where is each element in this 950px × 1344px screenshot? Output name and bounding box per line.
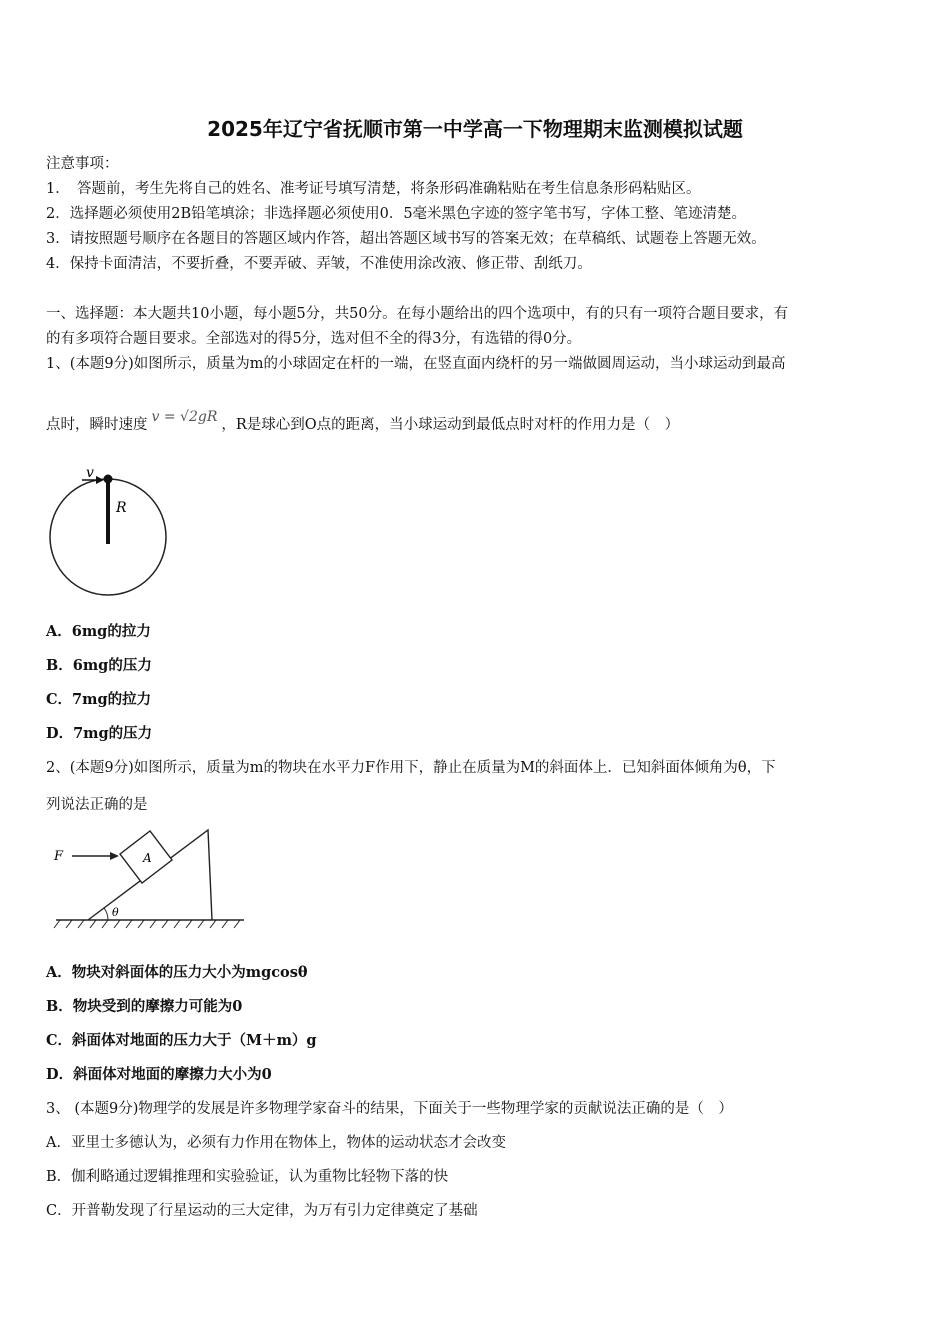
question-1-option-b: B．6mg的压力 — [46, 657, 152, 674]
notice-heading: 注意事项： — [46, 156, 119, 172]
force-label: F — [54, 849, 64, 864]
notice-item: 2．选择题必须使用2B铅笔填涂；非选择题必须使用0．5毫米黑色字迹的签字笔书写，字体工整、笔迹清楚。 — [46, 206, 747, 222]
question-1-stem: 1、(本题9分)如图所示，质量为m的小球固定在杆的一端，在竖直面内绕杆的另一端做圆周运动，当小球运动到最高 — [46, 356, 786, 372]
question-3-stem: 3、 (本题9分)物理学的发展是许多物理学家奋斗的结果，下面关于一些物理学家的贡献说法正确的是（ ） — [46, 1101, 733, 1117]
question-1-option-d: D．7mg的压力 — [46, 725, 153, 742]
question-1-text-a: 点时，瞬时速度 — [46, 417, 148, 433]
question-2-option-a: A．物块对斜面体的压力大小为mgcosθ — [46, 964, 308, 981]
notice-item: 4．保持卡面清洁，不要折叠，不要弄破、弄皱，不准使用涂改液、修正带、刮纸刀。 — [46, 256, 592, 272]
force-arrowhead — [110, 852, 119, 860]
question-2-option-d: D．斜面体对地面的摩擦力大小为0 — [46, 1066, 272, 1083]
question-3-option-c: C．开普勒发现了行星运动的三大定律，为万有引力定律奠定了基础 — [46, 1203, 478, 1219]
radius-label: R — [116, 500, 127, 516]
question-2-stem: 2、(本题9分)如图所示，质量为m的物块在水平力F作用下，静止在质量为M的斜面体上．已知斜面体倾角为θ，下 — [46, 760, 776, 776]
question-1-option-c: C．7mg的拉力 — [46, 691, 152, 708]
incline-figure — [46, 822, 251, 934]
question-1-option-a: A．6mg的拉力 — [46, 623, 151, 640]
theta-label: θ — [112, 906, 119, 919]
velocity-arrowhead — [96, 476, 104, 484]
question-2-stem-line2: 列说法正确的是 — [46, 797, 148, 813]
question-1-stem-line2 — [46, 409, 680, 434]
block-a-label: A — [143, 851, 152, 865]
ground-hatching — [54, 920, 240, 928]
velocity-formula: v = √2gR — [151, 409, 218, 425]
page-title: 2025年辽宁省抚顺市第一中学高一下物理期末监测模拟试题 — [207, 117, 743, 141]
section-intro-line: 的有多项符合题目要求。全部选对的得5分，选对但不全的得3分，有选错的得0分。 — [46, 331, 582, 347]
section-intro-line: 一、选择题：本大题共10小题，每小题5分，共50分。在每小题给出的四个选项中，有的只有一项符合题目要求，有 — [46, 306, 789, 322]
question-3-option-b: B．伽利略通过逻辑推理和实验验证，认为重物比轻物下落的快 — [46, 1169, 449, 1185]
notice-item: 1． 答题前，考生先将自己的姓名、准考证号填写清楚，将条形码准确粘贴在考生信息条形码粘贴区。 — [46, 181, 701, 197]
velocity-label: v — [86, 465, 94, 481]
circular-motion-figure — [44, 462, 174, 597]
question-3-option-a: A．亚里士多德认为，必须有力作用在物体上，物体的运动状态才会改变 — [46, 1135, 506, 1151]
notice-item: 3．请按照题号顺序在各题目的答题区域内作答，超出答题区域书写的答案无效；在草稿纸、试题卷上答题无效。 — [46, 231, 766, 247]
question-2-option-b: B．物块受到的摩擦力可能为0 — [46, 998, 243, 1015]
angle-arc — [104, 908, 108, 920]
ball — [104, 475, 113, 484]
question-2-option-c: C．斜面体对地面的压力大于（M＋m）g — [46, 1032, 317, 1049]
question-1-text-b: ，R是球心到O点的距离，当小球运动到最低点时对杆的作用力是（ ） — [221, 417, 680, 433]
